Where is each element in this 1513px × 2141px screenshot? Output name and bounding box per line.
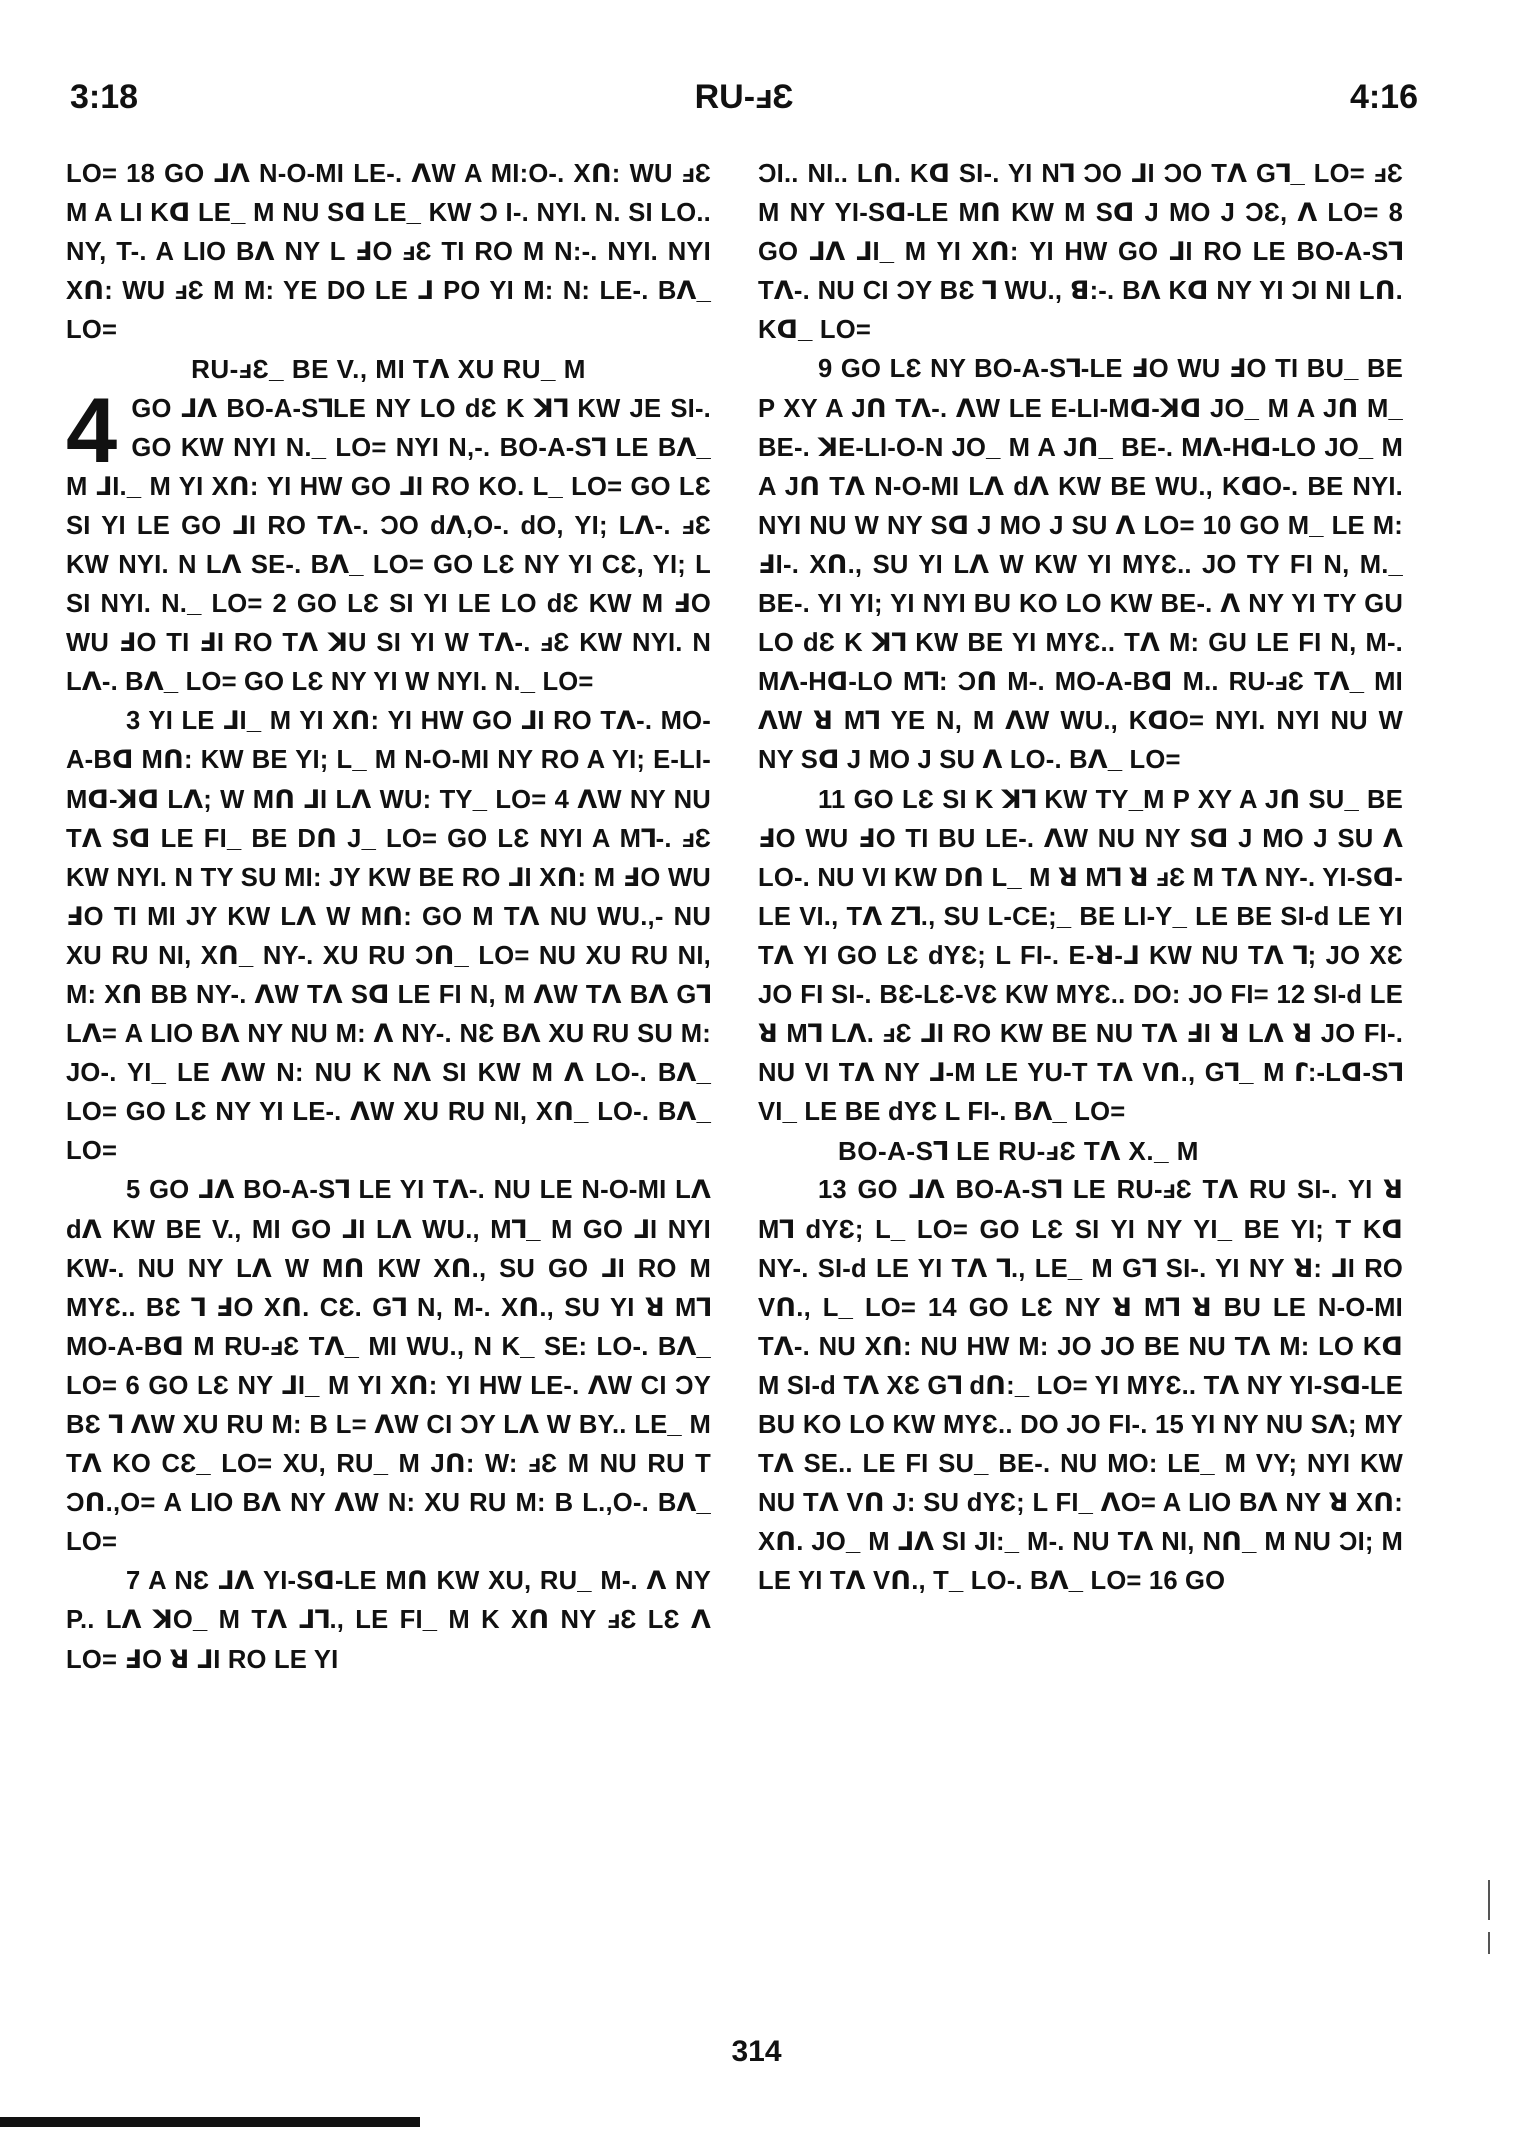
paragraph: LO= 18 GO ⅃ꓥ N-O-MI LE-. ꓥW A MI:O-. Xꓵ: WU ⅎƐ M A LI Kꓷ LE_ M NU Sꓷ LE_ KW Ɔ I-. NYI. N. SI LO.. NY, T-. A LIO Bꓥ NY L ℲO ⅎƐ TI RO M N:-. NYI. NYI Xꓵ: WU ⅎƐ M M: YE DO LE ⅃ PO YI M: N: LE-. Bꓥ_ LO= — [66, 160, 711, 345]
paragraph-text: GO ⅃ꓥ BO-A-SꓶLE NY LO ԁƐ K ꓘꓶ KW JE SI-. GO KW NYI N._ LO= NYI N,-. BO-A-Sꓶ LE Bꓥ_ M ⅃I._ M YI Xꓵ: YI HW GO ⅃I RO KO. L_ LO= GO LƐ SI YI LE GO ⅃I RO Tꓥ-. ƆO ԁꓥ,O-. ԁO, YI; Lꓥ-. ⅎƐ KW NYI. N Lꓥ SE-. Bꓥ_ LO= GO LƐ NY YI CƐ, YI; L SI NYI. N._ LO= 2 GO LƐ SI YI LE LO ԁƐ KW M ℲO WU ℲO TI ℲI RO Tꓥ ꓘU SI YI W Tꓥ-. ⅎƐ KW NYI. N Lꓥ-. Bꓥ_ LO= GO LƐ NY YI W NYI. N._ LO= — [66, 394, 711, 697]
page-number: 314 — [731, 2035, 782, 2068]
paragraph: 5 GO ⅃ꓥ BO-A-Sꓶ LE YI Tꓥ-. NU LE N-O-MI Lꓥ ԁꓥ KW BE V., MI GO ⅃I Lꓥ WU., Mꓶ_ M GO ⅃I NYI KW-. NU NY Lꓥ W Mꓵ KW Xꓵ., SU GO ⅃I RO M MYƐ.. BƐ ꓶ ℲO Xꓵ. CƐ. Gꓶ N, M-. Xꓵ., SU YI ꓤ Mꓶ MO-A-Bꓷ M RU-ⅎƐ Tꓥ_ MI WU., N K_ SE: LO-. Bꓥ_ LO= 6 GO LƐ NY ⅃I_ M YI Xꓵ: YI HW LE-. ꓥW CI ƆY BƐ ꓶ ꓥW XU RU M: B L= ꓥW CI ƆY Lꓥ W BY.. LE_ M Tꓥ KO CƐ_ LO= XU, RU_ M Jꓵ: W: ⅎƐ M NU RU T Ɔꓵ.,O= A LIO Bꓥ NY ꓥW N: XU RU M: B L.,O-. Bꓥ_ LO= — [66, 1176, 711, 1557]
paragraph: 11 GO LƐ SI K ꓘꓶ KW TY_M P XY A Jꓵ SU_ BE ℲO WU ℲO TI BU LE-. ꓥW NU NY Sꓷ J MO J SU ꓥ LO-. NU VI KW Dꓵ L_ M ꓤ Mꓶ ꓤ ⅎƐ M Tꓥ NY-. YI-Sꓷ-LE VI., Tꓥ Zꓶ., SU L-CE;_ BE LI-Y_ LE BE SI-ԁ LE YI Tꓥ YI GO LƐ ԁYƐ; L FI-. E-ꓤ-⅃ KW NU Tꓥ ꓶ; JO XƐ JO FI SI-. BƐ-LƐ-VƐ KW MYƐ.. DO: JO FI= 12 SI-ԁ LE ꓤ Mꓶ Lꓥ. ⅎƐ ⅃I RO KW BE NU Tꓥ ℲI ꓤ Lꓥ ꓤ JO FI-. NU VI Tꓥ NY ⅃-M LE YU-T Tꓥ Vꓵ., Gꓶ_ M ꓩ:-Lꓷ-Sꓶ VI_ LE BE ԁYƐ L FI-. Bꓥ_ LO= — [758, 785, 1403, 1127]
paragraph: 7 A NƐ ⅃ꓥ YI-Sꓷ-LE Mꓵ KW XU, RU_ M-. ꓥ NY P.. Lꓥ ꓘO_ M Tꓥ ⅃ꓶ., LE FI_ M K Xꓵ NY ⅎƐ LƐ ꓥ LO= ℲO ꓤ ⅃I RO LE YI — [66, 1567, 711, 1674]
scan-edge-bar — [0, 2117, 420, 2127]
book-title: RU-ⅎƐ — [694, 78, 794, 116]
chapter-number-dropcap: 4 — [66, 379, 118, 482]
paragraph: 9 GO LƐ NY BO-A-Sꓶ-LE ℲO WU ℲO TI BU_ BE P XY A Jꓵ Tꓥ-. ꓥW LE E-LI-Mꓷ-ꓘꓷ JO_ M A Jꓵ M_ BE-. ꓘE-LI-O-N JO_ M A Jꓵ_ BE-. Mꓥ-Hꓷ-LO JO_ M A Jꓵ Tꓥ N-O-MI Lꓥ ԁꓥ KW BE WU., KꓷO-. BE NYI. NYI NU W NY Sꓷ J MO J SU ꓥ LO= 10 GO M_ LE M: ℲI-. Xꓵ., SU YI Lꓥ W KW YI MYƐ.. JO TY FI N, M._ BE-. YI YI; YI NYI BU KO LO KW BE-. ꓥ NY YI TY GU LO ԁƐ K ꓘꓶ KW BE YI MYƐ.. Tꓥ M: GU LE FI N, M-. Mꓥ-Hꓷ-LO Mꓶ: Ɔꓵ M-. MO-A-Bꓷ M.. RU-ⅎƐ Tꓥ_ MI ꓥW ꓤ Mꓶ YE N, M ꓥW WU., KꓷO= NYI. NYI NU W NY Sꓷ J MO J SU ꓥ LO-. Bꓥ_ LO= — [758, 355, 1403, 775]
paragraph: 3 YI LE ⅃I_ M YI Xꓵ: YI HW GO ⅃I RO Tꓥ-. MO-A-Bꓷ Mꓵ: KW BE YI; L_ M N-O-MI NY RO A YI; E-LI-Mꓷ-ꓘꓷ Lꓥ; W Mꓵ ⅃I Lꓥ WU: TY_ LO= 4 ꓥW NY NU Tꓥ Sꓷ LE FI_ BE Dꓵ J_ LO= GO LƐ NYI A Mꓶ-. ⅎƐ KW NYI. N TY SU MI: JY KW BE RO ⅃I Xꓵ: M ℲO WU ℲO TI MI JY KW Lꓥ W Mꓵ: GO M Tꓥ NU WU.,- NU XU RU NI, Xꓵ_ NY-. XU RU Ɔꓵ_ LO= NU XU RU NI, M: Xꓵ BB NY-. ꓥW Tꓥ Sꓷ LE FI N, M ꓥW Tꓥ Bꓥ Gꓶ Lꓥ= A LIO Bꓥ NY NU M: ꓥ NY-. NƐ Bꓥ XU RU SU M: JO-. YI_ LE ꓥW N: NU K Nꓥ SI KW M ꓥ LO-. Bꓥ_ LO= GO LƐ NY YI LE-. ꓥW XU RU NI, Xꓵ_ LO-. Bꓥ_ LO= — [66, 707, 711, 1166]
chapter-verse-start: 3:18 — [70, 78, 139, 116]
right-text-column — [758, 155, 1403, 1601]
paragraph: 13 GO ⅃ꓥ BO-A-Sꓶ LE RU-ⅎƐ Tꓥ RU SI-. YI ꓤ Mꓶ ԁYƐ; L_ LO= GO LƐ SI YI NY YI_ BE YI; T Kꓷ NY-. SI-ԁ LE YI Tꓥ ꓶ., LE_ M Gꓶ SI-. YI NY ꓤ: ⅃I RO Vꓵ., L_ LO= 14 GO LƐ NY ꓤ Mꓶ ꓤ BU LE N-O-MI Tꓥ-. NU Xꓵ: NU HW M: JO JO BE NU Tꓥ M: LO Kꓷ M SI-ԁ Tꓥ XƐ Gꓶ ԁꓵ:_ LO= YI MYƐ.. Tꓥ NY YI-Sꓷ-LE BU KO LO KW MYƐ.. DO JO FI-. 15 YI NY NU Sꓥ; MY Tꓥ SE.. LE FI SU_ BE-. NU MO: LE_ M VY; NYI KW NU Tꓥ Vꓵ J: SU ԁYƐ; L FI_ ꓥO= A LIO Bꓥ NY ꓤ Xꓵ: Xꓵ. JO_ M ⅃ꓥ SI JI:_ M-. NU Tꓥ NI, Nꓵ_ M NU ƆI; M LE YI Tꓥ Vꓵ., T_ LO-. Bꓥ_ LO= 16 GO — [758, 1176, 1403, 1596]
section-heading: BO-A-Sꓶ LE RU-ⅎƐ Tꓥ X._ M — [838, 1136, 1199, 1167]
chapter-verse-end: 4:16 — [1349, 78, 1418, 116]
paragraph: ƆI.. NI.. Lꓵ. Kꓷ SI-. YI Nꓶ ƆO ⅃I ƆO Tꓥ Gꓶ_ LO= ⅎƐ M NY YI-Sꓷ-LE Mꓵ KW M Sꓷ J MO J ƆƐ, ꓥ LO= 8 GO ⅃ꓥ ⅃I_ M YI Xꓵ: YI HW GO ⅃I RO LE BO-A-Sꓶ Tꓥ-. NU CI ƆY BƐ ꓶ WU., ꓭ:-. Bꓥ Kꓷ NY YI ƆI NI Lꓵ. Kꓷ_ LO= — [758, 160, 1403, 345]
section-heading: RU-ⅎƐ_ BE V., MI Tꓥ XU RU_ M — [191, 354, 586, 385]
left-text-column — [66, 155, 711, 1680]
scan-margin-mark — [1488, 1880, 1490, 1920]
scan-margin-mark — [1488, 1932, 1490, 1954]
chapter-opening-paragraph — [66, 379, 711, 703]
page-header — [70, 78, 1418, 128]
